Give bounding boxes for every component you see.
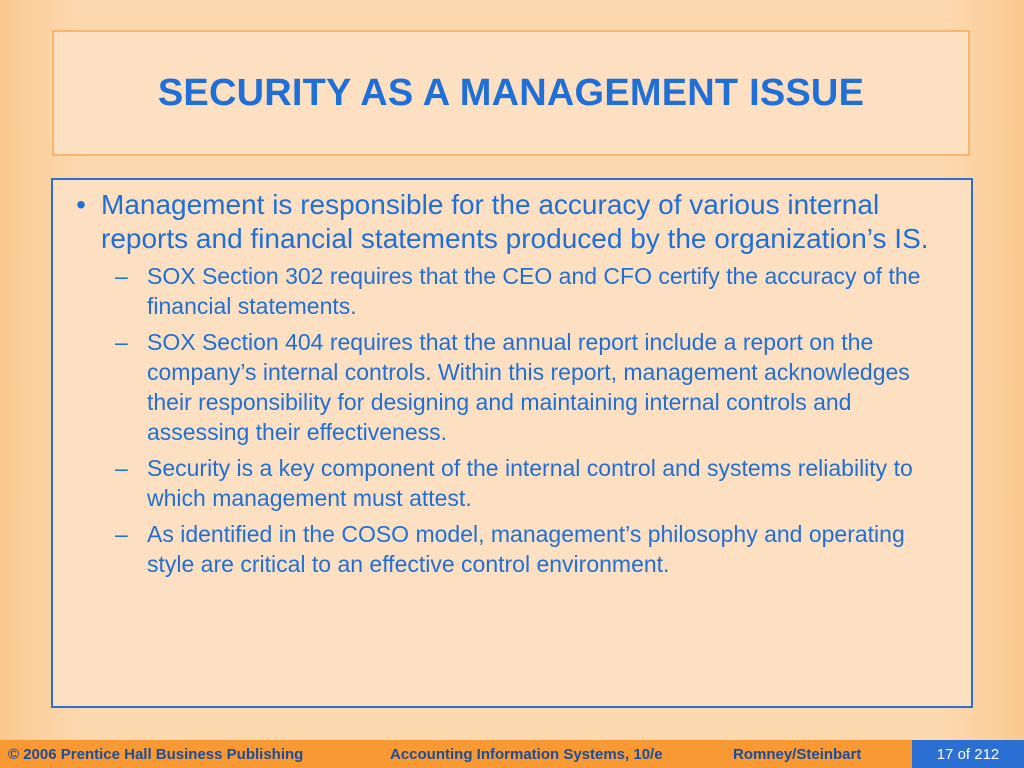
sub-bullet-text: As identified in the COSO model, management’s philosophy and operating style are critical to an effective control environment. [147, 521, 905, 577]
footer-copyright: © 2006 Prentice Hall Business Publishing [8, 745, 304, 763]
sub-bullet-text: SOX Section 404 requires that the annual report include a report on the company’s internal controls. Within this report, management acknowledges their responsibility for designing and maintaining internal controls and assessing their effectiveness. [147, 329, 910, 445]
content-box [51, 178, 973, 708]
dash-marker: – [115, 455, 128, 481]
footer-book-title: Accounting Information Systems, 10/e [390, 745, 663, 763]
sub-bullet-item [115, 327, 957, 447]
bullet-marker: • [76, 189, 86, 220]
bullet-text: Management is responsible for the accuracy of various internal reports and financial statements produced by the organization’s IS. [101, 189, 929, 254]
slide-title: SECURITY AS A MANAGEMENT ISSUE [157, 71, 865, 114]
page-number: 17 of 212 [912, 740, 1024, 768]
sub-bullet-list [53, 261, 957, 579]
bullet-item [61, 188, 957, 256]
title-box [52, 30, 970, 156]
dash-marker: – [115, 521, 128, 547]
sub-bullet-item [115, 453, 957, 513]
sub-bullet-item [115, 519, 957, 579]
dash-marker: – [115, 263, 128, 289]
sub-bullet-item [115, 261, 957, 321]
sub-bullet-text: SOX Section 302 requires that the CEO and CFO certify the accuracy of the financial statements. [147, 263, 921, 319]
dash-marker: – [115, 329, 128, 355]
footer-bar [0, 740, 1024, 768]
footer-authors: Romney/Steinbart [733, 745, 862, 763]
sub-bullet-text: Security is a key component of the internal control and systems reliability to which management must attest. [147, 455, 913, 511]
